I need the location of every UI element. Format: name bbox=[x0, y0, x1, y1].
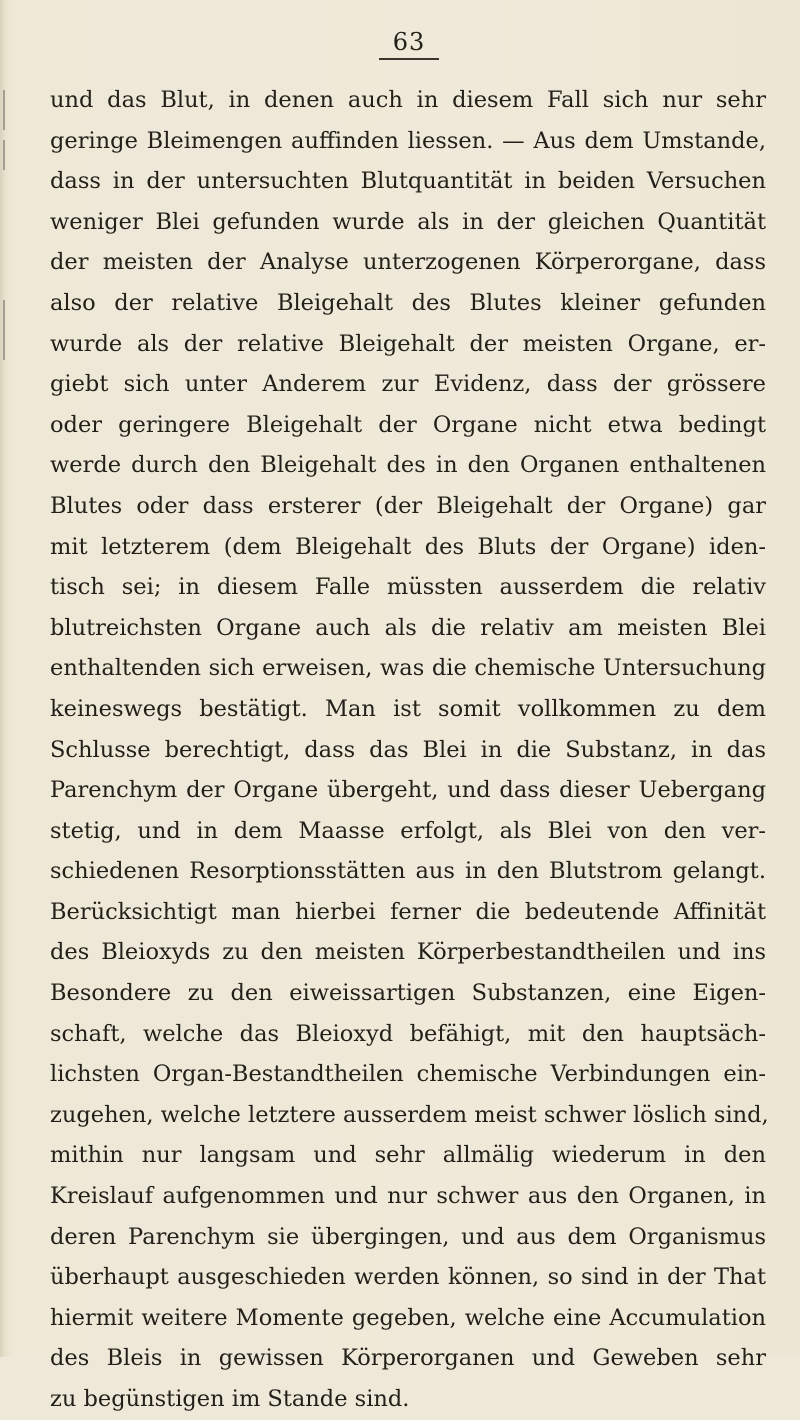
text-line: geringe Bleimengen auffinden liessen. — Aus dem Umstande, bbox=[50, 127, 766, 154]
text-line: Berücksichtigt man hierbei ferner die bedeutende Affinität bbox=[50, 898, 766, 925]
text-line: der meisten der Analyse unterzogenen Körperorgane, dass bbox=[50, 249, 766, 276]
text-line: tisch sei; in diesem Falle müssten ausserdem die relativ bbox=[50, 574, 766, 601]
page-edge-mark bbox=[3, 300, 5, 360]
text-line: zugehen, welche letztere ausserdem meist schwer löslich sind, bbox=[50, 1101, 769, 1128]
text-line: zu begünstigen im Stande sind. bbox=[50, 1386, 410, 1412]
text-line: stetig, und in dem Maasse erfolgt, als Blei von den ver- bbox=[50, 817, 766, 844]
text-line: Blutes oder dass ersterer (der Bleigehalt der Organe) gar bbox=[50, 492, 766, 519]
text-line: lichsten Organ-Bestandtheilen chemische Verbindungen ein- bbox=[50, 1061, 766, 1088]
text-line: des Bleioxyds zu den meisten Körperbestandtheilen und ins bbox=[50, 939, 766, 966]
page-header bbox=[0, 28, 800, 60]
text-line: wurde als der relative Bleigehalt der meisten Organe, er- bbox=[50, 330, 766, 357]
page-number: 63 bbox=[379, 28, 440, 60]
text-line: schiedenen Resorptionsstätten aus in den Blutstrom gelangt. bbox=[50, 858, 766, 885]
text-line: mithin nur langsam und sehr allmälig wiederum in den bbox=[50, 1142, 766, 1169]
text-line: oder geringere Bleigehalt der Organe nicht etwa bedingt bbox=[50, 411, 766, 438]
text-line: des Bleis in gewissen Körperorganen und Geweben sehr bbox=[50, 1345, 766, 1372]
text-line: blutreichsten Organe auch als die relativ am meisten Blei bbox=[50, 614, 766, 641]
text-line: dass in der untersuchten Blutquantität in beiden Versuchen bbox=[50, 168, 766, 195]
text-line: werde durch den Bleigehalt des in den Organen enthaltenen bbox=[50, 452, 766, 479]
body-text bbox=[50, 80, 769, 1420]
text-line: Schlusse berechtigt, dass das Blei in die Substanz, in das bbox=[50, 736, 766, 763]
text-line: Kreislauf aufgenommen und nur schwer aus den Organen, in bbox=[50, 1183, 766, 1210]
text-line: weniger Blei gefunden wurde als in der gleichen Quantität bbox=[50, 208, 766, 235]
text-line: giebt sich unter Anderem zur Evidenz, dass der grössere bbox=[50, 371, 766, 398]
text-line: schaft, welche das Bleioxyd befähigt, mit den hauptsäch- bbox=[50, 1020, 766, 1047]
text-line: hiermit weitere Momente gegeben, welche eine Accumulation bbox=[50, 1304, 766, 1331]
text-line: und das Blut, in denen auch in diesem Fall sich nur sehr bbox=[50, 87, 766, 113]
text-line: also der relative Bleigehalt des Blutes kleiner gefunden bbox=[50, 289, 766, 316]
text-line: keineswegs bestätigt. Man ist somit vollkommen zu dem bbox=[50, 695, 766, 722]
text-line: deren Parenchym sie übergingen, und aus dem Organismus bbox=[50, 1223, 766, 1250]
text-line: enthaltenden sich erweisen, was die chemische Untersuchung bbox=[50, 655, 766, 682]
text-line: Parenchym der Organe übergeht, und dass dieser Uebergang bbox=[50, 777, 766, 804]
text-line: mit letzterem (dem Bleigehalt des Bluts der Organe) iden- bbox=[50, 533, 766, 560]
page-edge-mark bbox=[3, 90, 5, 130]
text-line: Besondere zu den eiweissartigen Substanzen, eine Eigen- bbox=[50, 980, 766, 1007]
text-line: überhaupt ausgeschieden werden können, so sind in der That bbox=[50, 1264, 766, 1291]
page-edge-mark bbox=[3, 140, 5, 170]
